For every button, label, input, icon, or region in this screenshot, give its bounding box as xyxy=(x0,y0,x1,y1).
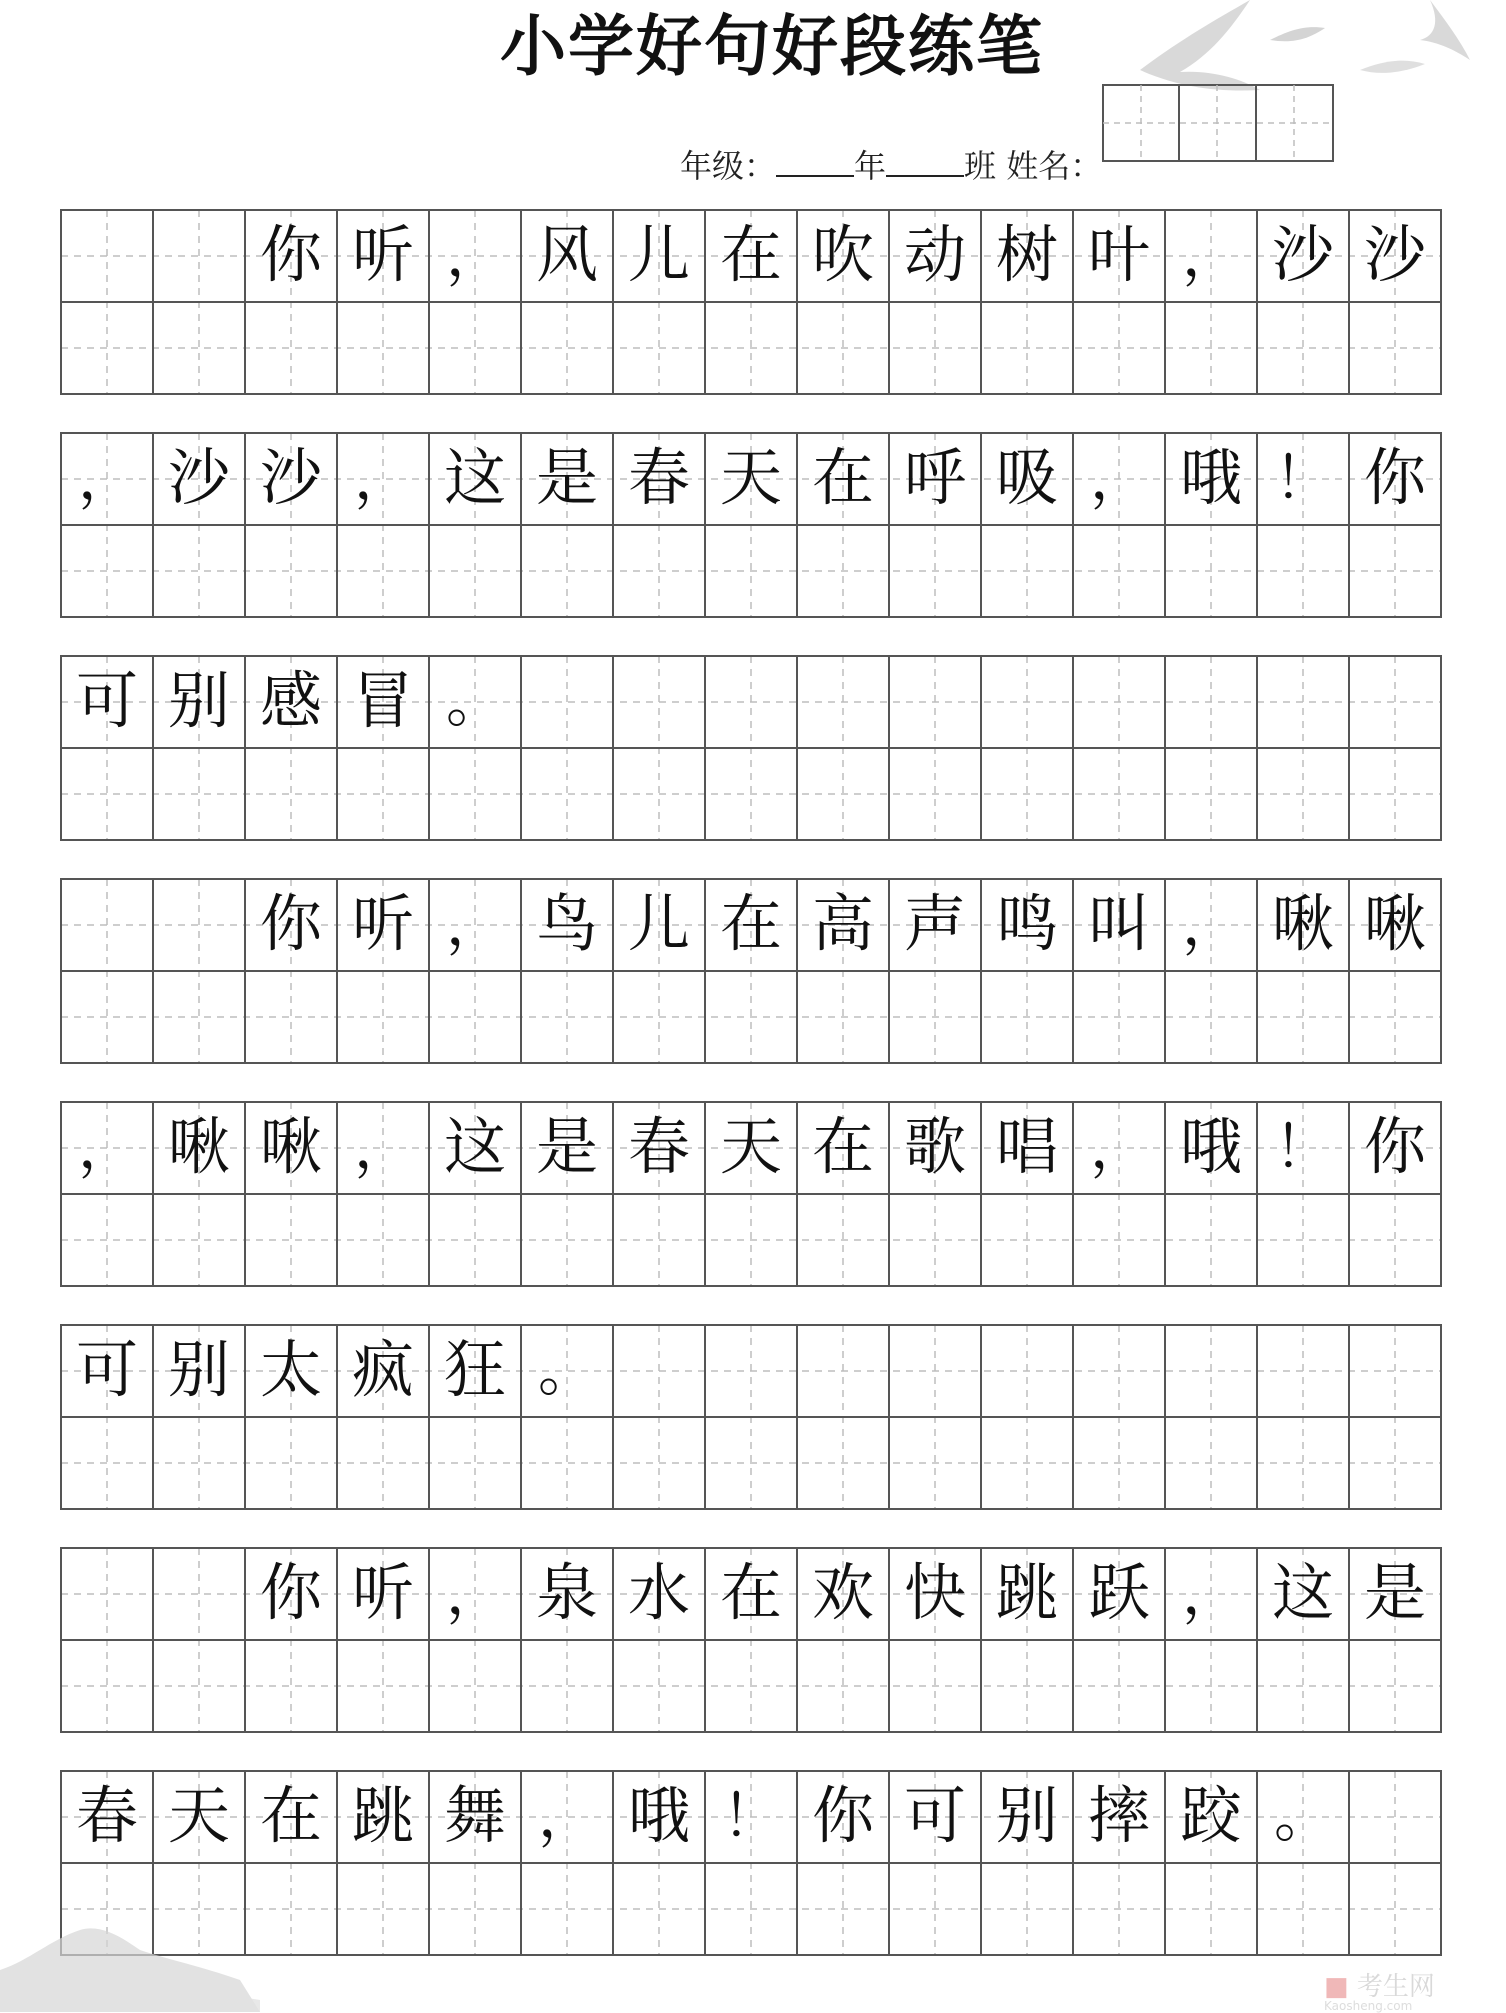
name-label: 姓名： xyxy=(1006,147,1103,185)
grid-char: 哦 xyxy=(1179,441,1242,514)
grid-char: 在 xyxy=(719,218,782,291)
grid-char: 在 xyxy=(719,887,782,960)
grid-char: 是 xyxy=(535,1110,598,1183)
grid-char: 别 xyxy=(995,1779,1058,1852)
grid-cell-empty[interactable] xyxy=(889,655,981,747)
grid-char: 春 xyxy=(75,1779,138,1852)
grid-band xyxy=(60,209,1441,395)
grid-cell-empty[interactable] xyxy=(153,878,245,970)
grid-char: 你 xyxy=(259,1556,322,1629)
grid-char: ！ xyxy=(1273,1113,1332,1181)
grid-cell-empty[interactable] xyxy=(1073,1324,1165,1416)
grid-char: 可 xyxy=(903,1779,966,1852)
grid-char: 跳 xyxy=(351,1779,414,1852)
grid-char: 风 xyxy=(535,218,598,291)
grid-char: 儿 xyxy=(627,218,690,291)
student-info xyxy=(680,144,1102,188)
grid-char: ， xyxy=(77,1113,136,1181)
grid-char: 太 xyxy=(259,1333,322,1406)
grid-cell-empty[interactable] xyxy=(1349,1770,1441,1862)
grid-char: 春 xyxy=(627,441,690,514)
grid-char: 在 xyxy=(811,441,874,514)
grid-char: 。 xyxy=(445,667,504,735)
grid-char: 摔 xyxy=(1087,1779,1150,1852)
name-box[interactable] xyxy=(1102,84,1334,162)
grid-cell-empty[interactable] xyxy=(613,1324,705,1416)
grid-char: ， xyxy=(445,890,504,958)
grid-char: 在 xyxy=(719,1556,782,1629)
grid-char: 这 xyxy=(1271,1556,1334,1629)
grid-char: 啾 xyxy=(1363,887,1426,960)
grid-band xyxy=(60,1324,1441,1510)
grid-char: 你 xyxy=(259,887,322,960)
grid-cell-empty[interactable] xyxy=(797,655,889,747)
grid-cell-empty[interactable] xyxy=(889,1324,981,1416)
grid-cell-empty[interactable] xyxy=(705,655,797,747)
grid-char: 鸟 xyxy=(535,887,598,960)
grid-cell-empty[interactable] xyxy=(1257,655,1349,747)
grid-char: 可 xyxy=(75,664,138,737)
grid-cell-empty[interactable] xyxy=(153,209,245,301)
grid-char: 你 xyxy=(811,1779,874,1852)
grid-char: 。 xyxy=(1273,1782,1332,1850)
grid-char: 叶 xyxy=(1087,218,1150,291)
grid-cell-empty[interactable] xyxy=(153,1547,245,1639)
grid-char: 春 xyxy=(627,1110,690,1183)
grid-char: 歌 xyxy=(903,1110,966,1183)
mountain-decoration xyxy=(0,1900,260,2012)
grid-char: 哦 xyxy=(627,1779,690,1852)
page-title: 小学好句好段练笔 xyxy=(500,8,1044,85)
grid-char: 别 xyxy=(167,664,230,737)
grid-char: 在 xyxy=(259,1779,322,1852)
grid-char: 跤 xyxy=(1179,1779,1242,1852)
grid-char: 沙 xyxy=(167,441,230,514)
grid-char: ， xyxy=(445,1559,504,1627)
grid-char: 啾 xyxy=(259,1110,322,1183)
grid-band xyxy=(60,1101,1441,1287)
grid-cell-empty[interactable] xyxy=(1165,1324,1257,1416)
grid-cell-empty[interactable] xyxy=(1073,655,1165,747)
grid-char: 呼 xyxy=(903,441,966,514)
grid-band xyxy=(60,1770,1441,1956)
grid-char: 听 xyxy=(351,218,414,291)
grid-char: ， xyxy=(1181,221,1240,289)
grid-char: ， xyxy=(77,444,136,512)
grid-band xyxy=(60,432,1441,618)
grid-char: 沙 xyxy=(1363,218,1426,291)
grid-char: 疯 xyxy=(351,1333,414,1406)
grid-cell-empty[interactable] xyxy=(61,878,153,970)
grid-cell-empty[interactable] xyxy=(613,655,705,747)
grid-char: 天 xyxy=(719,1110,782,1183)
class-blank[interactable] xyxy=(886,149,964,177)
grid-char: 沙 xyxy=(259,441,322,514)
grid-char: ， xyxy=(445,221,504,289)
grid-char: ， xyxy=(353,1113,412,1181)
grid-char: 吸 xyxy=(995,441,1058,514)
grid-char: 天 xyxy=(167,1779,230,1852)
watermark-main: 考生网 xyxy=(1356,1972,1435,2002)
grid-char: 唱 xyxy=(995,1110,1058,1183)
grid-char: ， xyxy=(537,1782,596,1850)
grid-char: 这 xyxy=(443,1110,506,1183)
grade-blank[interactable] xyxy=(776,149,854,177)
grid-char: 你 xyxy=(259,218,322,291)
grid-char: 听 xyxy=(351,887,414,960)
grid-cell-empty[interactable] xyxy=(61,1547,153,1639)
grid-cell-empty[interactable] xyxy=(981,1324,1073,1416)
grade-label: 年级： xyxy=(680,147,777,185)
grid-char: 别 xyxy=(167,1333,230,1406)
grid-char: 天 xyxy=(719,441,782,514)
grid-band xyxy=(60,655,1441,841)
year-label: 年 xyxy=(854,147,887,185)
grid-char: 是 xyxy=(1363,1556,1426,1629)
grid-char: 。 xyxy=(537,1336,596,1404)
grid-char: 高 xyxy=(811,887,874,960)
grid-char: 冒 xyxy=(351,664,414,737)
watermark-logo-icon: ■ xyxy=(1324,1972,1349,2002)
grid-char: 鸣 xyxy=(995,887,1058,960)
grid-band xyxy=(60,1547,1441,1733)
grid-char: 狂 xyxy=(443,1333,506,1406)
grid-char: 哦 xyxy=(1179,1110,1242,1183)
grid-char: 泉 xyxy=(535,1556,598,1629)
grid-cell-empty[interactable] xyxy=(1257,1324,1349,1416)
grid-char: 跳 xyxy=(995,1556,1058,1629)
class-label: 班 xyxy=(964,147,997,185)
grid-char: 啾 xyxy=(167,1110,230,1183)
grid-cell-empty[interactable] xyxy=(1349,1324,1441,1416)
grid-char: 在 xyxy=(811,1110,874,1183)
grid-char: 水 xyxy=(627,1556,690,1629)
grid-char: 快 xyxy=(903,1556,966,1629)
watermark-sub: Kaosheng.com xyxy=(1324,1999,1413,2013)
grid-char: 你 xyxy=(1363,1110,1426,1183)
grid-char: ， xyxy=(1181,890,1240,958)
grid-char: 儿 xyxy=(627,887,690,960)
grid-char: 动 xyxy=(903,218,966,291)
grid-cell-empty[interactable] xyxy=(1349,655,1441,747)
grid-char: ， xyxy=(1181,1559,1240,1627)
grid-char: 跃 xyxy=(1087,1556,1150,1629)
grid-char: 吹 xyxy=(811,218,874,291)
grid-char: ， xyxy=(353,444,412,512)
grid-char: 啾 xyxy=(1271,887,1334,960)
grid-char: 叫 xyxy=(1087,887,1150,960)
grid-cell-empty[interactable] xyxy=(61,209,153,301)
grid-char: 听 xyxy=(351,1556,414,1629)
grid-char: 你 xyxy=(1363,441,1426,514)
grid-cell-empty[interactable] xyxy=(981,655,1073,747)
grid-char: ， xyxy=(1089,444,1148,512)
grid-char: ！ xyxy=(1273,444,1332,512)
grid-char: 欢 xyxy=(811,1556,874,1629)
grid-char: 可 xyxy=(75,1333,138,1406)
grid-cell-empty[interactable] xyxy=(521,655,613,747)
grid-char: 舞 xyxy=(443,1779,506,1852)
watermark xyxy=(1324,1966,1435,2013)
grid-char: 树 xyxy=(995,218,1058,291)
grid-char: ， xyxy=(1089,1113,1148,1181)
grid-char: ！ xyxy=(721,1782,780,1850)
grid-char: 声 xyxy=(903,887,966,960)
grid-cell-empty[interactable] xyxy=(797,1324,889,1416)
grid-char: 是 xyxy=(535,441,598,514)
grid-cell-empty[interactable] xyxy=(705,1324,797,1416)
grid-band xyxy=(60,878,1441,1064)
grid-char: 这 xyxy=(443,441,506,514)
grid-char: 感 xyxy=(259,664,322,737)
grid-cell-empty[interactable] xyxy=(1165,655,1257,747)
grid-char: 沙 xyxy=(1271,218,1334,291)
